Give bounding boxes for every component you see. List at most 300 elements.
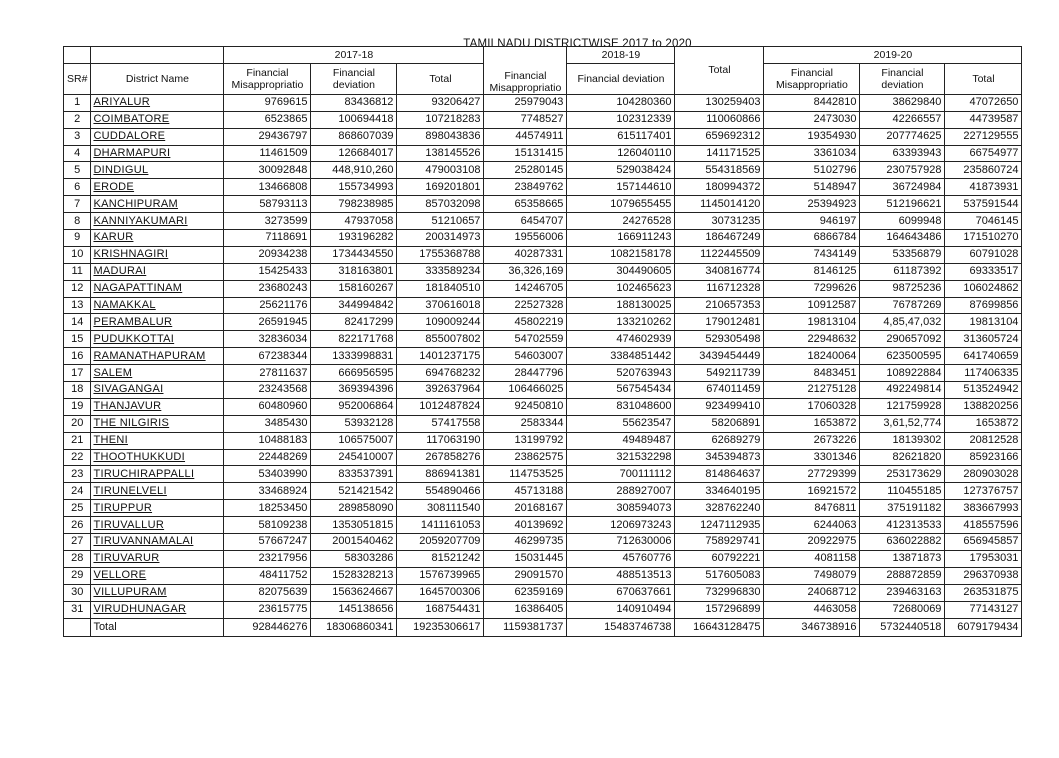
district-name: THENI [93, 434, 128, 447]
table-row [64, 517, 1022, 534]
district-cell [91, 128, 224, 145]
cell-total-2017: 1411161053 [397, 517, 484, 534]
cell-fin-dev-2019: 108922884 [860, 365, 945, 382]
header-sr: SR# [64, 63, 91, 94]
cell-total-2017: 1755368788 [397, 246, 484, 263]
total-total-2018: 16643128475 [675, 618, 764, 636]
cell-total-2018: 210657353 [675, 297, 764, 314]
cell-fin-dev-2017: 952006864 [311, 398, 397, 415]
cell-fin-mis-2018: 62359169 [484, 584, 567, 601]
cell-fin-mis-2019: 3361034 [764, 145, 860, 162]
cell-fin-dev-2018: 615117401 [567, 128, 675, 145]
cell-fin-dev-2017: 106575007 [311, 432, 397, 449]
cell-fin-mis-2019: 6866784 [764, 230, 860, 247]
cell-total-2017: 1576739965 [397, 567, 484, 584]
table-row [64, 550, 1022, 567]
cell-fin-mis-2019: 19813104 [764, 314, 860, 331]
cell-fin-dev-2019: 42266557 [860, 111, 945, 128]
district-name: PERAMBALUR [93, 315, 173, 328]
cell-fin-mis-2017: 58793113 [224, 196, 311, 213]
cell-fin-dev-2018: 304490605 [567, 263, 675, 280]
district-name: CUDDALORE [93, 130, 166, 143]
cell-fin-dev-2019: 36724984 [860, 179, 945, 196]
cell-fin-mis-2019: 25394923 [764, 196, 860, 213]
cell-total-2018: 3439454449 [675, 348, 764, 365]
table-body [64, 94, 1022, 636]
cell-fin-mis-2017: 30092848 [224, 162, 311, 179]
cell-fin-mis-2017: 11461509 [224, 145, 311, 162]
district-cell [91, 415, 224, 432]
cell-fin-mis-2019: 7299626 [764, 280, 860, 297]
cell-fin-mis-2019: 27729399 [764, 466, 860, 483]
cell-fin-dev-2019: 110455185 [860, 483, 945, 500]
cell-fin-dev-2019: 512196621 [860, 196, 945, 213]
cell-fin-dev-2018: 831048600 [567, 398, 675, 415]
district-cell [91, 382, 224, 399]
cell-fin-dev-2017: 1563624667 [311, 584, 397, 601]
cell-fin-mis-2019: 21275128 [764, 382, 860, 399]
cell-fin-dev-2018: 308594073 [567, 500, 675, 517]
district-name: NAMAKKAL [93, 299, 156, 312]
header-fin-dev-2018: Financial deviation [567, 63, 675, 94]
cell-fin-mis-2019: 4463058 [764, 601, 860, 618]
cell-fin-dev-2018: 712630006 [567, 534, 675, 551]
cell-fin-mis-2018: 25280145 [484, 162, 567, 179]
cell-total-2017: 93206427 [397, 94, 484, 111]
cell-total-2017: 107218283 [397, 111, 484, 128]
cell-total-2018: 345394873 [675, 449, 764, 466]
table-row [64, 280, 1022, 297]
cell-fin-mis-2017: 48411752 [224, 567, 311, 584]
cell-fin-mis-2018: 13199792 [484, 432, 567, 449]
cell-total-2018: 554318569 [675, 162, 764, 179]
district-name: NAGAPATTINAM [93, 282, 183, 295]
cell-fin-mis-2017: 3273599 [224, 213, 311, 230]
sr-number: 31 [64, 601, 91, 618]
cell-fin-dev-2019: 412313533 [860, 517, 945, 534]
cell-fin-mis-2019: 5102796 [764, 162, 860, 179]
cell-fin-mis-2019: 5148947 [764, 179, 860, 196]
cell-fin-mis-2017: 15425433 [224, 263, 311, 280]
cell-total-2017: 181840510 [397, 280, 484, 297]
cell-fin-mis-2019: 6244063 [764, 517, 860, 534]
cell-total-2019: 138820256 [945, 398, 1022, 415]
year-header-2018-19: 2018-19 [567, 47, 675, 64]
cell-total-2018: 328762240 [675, 500, 764, 517]
cell-fin-dev-2018: 126040110 [567, 145, 675, 162]
cell-fin-dev-2018: 140910494 [567, 601, 675, 618]
district-cell [91, 584, 224, 601]
table-row [64, 162, 1022, 179]
cell-fin-dev-2017: 666956595 [311, 365, 397, 382]
district-name: RAMANATHAPURAM [93, 349, 206, 362]
cell-fin-mis-2018: 36,326,169 [484, 263, 567, 280]
sr-number: 12 [64, 280, 91, 297]
cell-fin-mis-2017: 32836034 [224, 331, 311, 348]
cell-total-2018: 110060866 [675, 111, 764, 128]
cell-total-2019: 47072650 [945, 94, 1022, 111]
cell-fin-dev-2019: 636022882 [860, 534, 945, 551]
cell-total-2017: 57417558 [397, 415, 484, 432]
cell-fin-mis-2018: 23849762 [484, 179, 567, 196]
cell-fin-dev-2017: 868607039 [311, 128, 397, 145]
cell-total-2018: 1145014120 [675, 196, 764, 213]
cell-total-2018: 180994372 [675, 179, 764, 196]
cell-total-2019: 641740659 [945, 348, 1022, 365]
district-cell [91, 500, 224, 517]
cell-total-2019: 537591544 [945, 196, 1022, 213]
cell-fin-mis-2017: 13466808 [224, 179, 311, 196]
cell-total-2019: 66754977 [945, 145, 1022, 162]
table-row [64, 466, 1022, 483]
cell-fin-dev-2017: 155734993 [311, 179, 397, 196]
district-name: SIVAGANGAI [93, 383, 164, 396]
cell-fin-dev-2018: 104280360 [567, 94, 675, 111]
district-cell [91, 280, 224, 297]
district-name: TIRUVALLUR [93, 518, 165, 531]
cell-fin-dev-2019: 98725236 [860, 280, 945, 297]
total-fin-mis-2019: 346738916 [764, 618, 860, 636]
table-row [64, 263, 1022, 280]
cell-fin-mis-2018: 28447796 [484, 365, 567, 382]
cell-fin-dev-2017: 245410007 [311, 449, 397, 466]
cell-fin-mis-2019: 946197 [764, 213, 860, 230]
cell-fin-mis-2018: 114753525 [484, 466, 567, 483]
sr-number: 30 [64, 584, 91, 601]
cell-total-2017: 1012487824 [397, 398, 484, 415]
cell-total-2018: 732996830 [675, 584, 764, 601]
cell-total-2019: 296370938 [945, 567, 1022, 584]
cell-fin-dev-2017: 47937058 [311, 213, 397, 230]
cell-total-2018: 334640195 [675, 483, 764, 500]
cell-total-2017: 898043836 [397, 128, 484, 145]
header-fin-dev-2019: Financial deviation [860, 63, 945, 94]
total-total-2017: 19235306617 [397, 618, 484, 636]
cell-fin-mis-2018: 7748527 [484, 111, 567, 128]
district-name: ARIYALUR [93, 96, 151, 109]
cell-total-2017: 81521242 [397, 550, 484, 567]
cell-fin-dev-2018: 288927007 [567, 483, 675, 500]
cell-total-2018: 1247112935 [675, 517, 764, 534]
cell-fin-dev-2017: 344994842 [311, 297, 397, 314]
cell-fin-mis-2017: 26591945 [224, 314, 311, 331]
cell-total-2017: 370616018 [397, 297, 484, 314]
cell-fin-dev-2019: 63393943 [860, 145, 945, 162]
cell-fin-mis-2017: 27811637 [224, 365, 311, 382]
document-title: TAMILNADU DISTRICTWISE 2017 to 2020 [463, 38, 692, 50]
cell-fin-mis-2018: 54603007 [484, 348, 567, 365]
table-row [64, 196, 1022, 213]
cell-total-2017: 554890466 [397, 483, 484, 500]
cell-fin-mis-2018: 22527328 [484, 297, 567, 314]
cell-total-2018: 923499410 [675, 398, 764, 415]
sr-number: 16 [64, 348, 91, 365]
cell-total-2018: 30731235 [675, 213, 764, 230]
sr-number: 27 [64, 534, 91, 551]
total-fin-mis-2017: 928446276 [224, 618, 311, 636]
sr-number: 8 [64, 213, 91, 230]
cell-total-2019: 106024862 [945, 280, 1022, 297]
cell-total-2017: 117063190 [397, 432, 484, 449]
table-row [64, 297, 1022, 314]
cell-fin-dev-2019: 290657092 [860, 331, 945, 348]
sr-number: 6 [64, 179, 91, 196]
cell-total-2018: 758929741 [675, 534, 764, 551]
sr-number: 29 [64, 567, 91, 584]
district-cell [91, 348, 224, 365]
sr-number: 13 [64, 297, 91, 314]
cell-fin-mis-2018: 25979043 [484, 94, 567, 111]
cell-fin-dev-2019: 207774625 [860, 128, 945, 145]
sr-number: 21 [64, 432, 91, 449]
cell-fin-dev-2018: 670637661 [567, 584, 675, 601]
cell-fin-mis-2018: 40139692 [484, 517, 567, 534]
cell-total-2018: 116712328 [675, 280, 764, 297]
cell-total-2019: 383667993 [945, 500, 1022, 517]
cell-fin-mis-2019: 22948632 [764, 331, 860, 348]
district-name: KANNIYAKUMARI [93, 214, 188, 227]
sr-number: 2 [64, 111, 91, 128]
header-total-2017: Total [397, 63, 484, 94]
cell-total-2019: 263531875 [945, 584, 1022, 601]
header-fin-mis-2019: Financial Misappropriatio [764, 63, 860, 94]
header-fin-mis-2018: Financial Misappropriatio [484, 47, 567, 95]
cell-total-2019: 19813104 [945, 314, 1022, 331]
cell-total-2018: 814864637 [675, 466, 764, 483]
cell-fin-dev-2018: 24276528 [567, 213, 675, 230]
total-fin-dev-2018: 15483746738 [567, 618, 675, 636]
district-cell [91, 517, 224, 534]
cell-fin-dev-2019: 61187392 [860, 263, 945, 280]
table-row [64, 567, 1022, 584]
cell-fin-dev-2018: 3384851442 [567, 348, 675, 365]
table-row [64, 348, 1022, 365]
cell-fin-dev-2019: 492249814 [860, 382, 945, 399]
cell-fin-dev-2017: 1353051815 [311, 517, 397, 534]
cell-total-2019: 60791028 [945, 246, 1022, 263]
header-total-2018: Total [675, 47, 764, 95]
cell-fin-mis-2018: 2583344 [484, 415, 567, 432]
cell-total-2019: 235860724 [945, 162, 1022, 179]
cell-fin-dev-2019: 53356879 [860, 246, 945, 263]
cell-total-2017: 392637964 [397, 382, 484, 399]
cell-fin-mis-2019: 8442810 [764, 94, 860, 111]
district-cell [91, 230, 224, 247]
cell-fin-dev-2017: 318163801 [311, 263, 397, 280]
district-name: KARUR [93, 231, 134, 244]
cell-total-2017: 109009244 [397, 314, 484, 331]
year-header-2019-20: 2019-20 [764, 47, 1022, 64]
cell-total-2017: 168754431 [397, 601, 484, 618]
sr-number: 28 [64, 550, 91, 567]
table-row [64, 500, 1022, 517]
district-cell [91, 145, 224, 162]
cell-total-2017: 857032098 [397, 196, 484, 213]
cell-fin-dev-2017: 158160267 [311, 280, 397, 297]
cell-fin-dev-2019: 375191182 [860, 500, 945, 517]
cell-total-2019: 227129555 [945, 128, 1022, 145]
cell-fin-mis-2018: 16386405 [484, 601, 567, 618]
district-cell [91, 550, 224, 567]
cell-fin-dev-2017: 53932128 [311, 415, 397, 432]
cell-fin-dev-2017: 369394396 [311, 382, 397, 399]
district-cell [91, 196, 224, 213]
cell-total-2019: 171510270 [945, 230, 1022, 247]
district-name: VIRUDHUNAGAR [93, 603, 187, 616]
cell-fin-dev-2018: 520763943 [567, 365, 675, 382]
cell-fin-dev-2018: 700111112 [567, 466, 675, 483]
district-name: TIRUCHIRAPPALLI [93, 467, 195, 480]
cell-total-2019: 17953031 [945, 550, 1022, 567]
table-row [64, 398, 1022, 415]
district-cell [91, 432, 224, 449]
cell-total-2019: 69333517 [945, 263, 1022, 280]
sr-number: 17 [64, 365, 91, 382]
sr-number: 19 [64, 398, 91, 415]
cell-total-2018: 179012481 [675, 314, 764, 331]
table-row [64, 601, 1022, 618]
total-fin-dev-2017: 18306860341 [311, 618, 397, 636]
district-cell [91, 162, 224, 179]
district-cell [91, 398, 224, 415]
cell-total-2017: 2059207709 [397, 534, 484, 551]
cell-fin-dev-2017: 82417299 [311, 314, 397, 331]
table-row [64, 415, 1022, 432]
district-name: THANJAVUR [93, 400, 162, 413]
cell-total-2019: 77143127 [945, 601, 1022, 618]
cell-fin-mis-2018: 14246705 [484, 280, 567, 297]
year-header-2017-18: 2017-18 [224, 47, 484, 64]
cell-total-2017: 51210657 [397, 213, 484, 230]
cell-fin-dev-2018: 49489487 [567, 432, 675, 449]
table-row [64, 449, 1022, 466]
table-row [64, 213, 1022, 230]
cell-total-2018: 130259403 [675, 94, 764, 111]
cell-fin-mis-2018: 40287331 [484, 246, 567, 263]
district-name: KRISHNAGIRI [93, 248, 169, 261]
cell-fin-mis-2018: 92450810 [484, 398, 567, 415]
district-name: DHARMAPURI [93, 147, 171, 159]
cell-fin-mis-2018: 45802219 [484, 314, 567, 331]
cell-fin-mis-2018: 54702559 [484, 331, 567, 348]
district-name: THOOTHUKKUDI [93, 451, 186, 464]
cell-fin-mis-2017: 7118691 [224, 230, 311, 247]
cell-fin-mis-2019: 2673226 [764, 432, 860, 449]
table-row [64, 179, 1022, 196]
sr-number: 15 [64, 331, 91, 348]
district-name: DINDIGUL [93, 163, 149, 176]
cell-fin-mis-2017: 20934238 [224, 246, 311, 263]
cell-fin-mis-2017: 58109238 [224, 517, 311, 534]
cell-fin-dev-2018: 102312339 [567, 111, 675, 128]
cell-total-2018: 62689279 [675, 432, 764, 449]
cell-fin-mis-2019: 24068712 [764, 584, 860, 601]
cell-fin-mis-2019: 3301346 [764, 449, 860, 466]
table-row [64, 483, 1022, 500]
cell-fin-dev-2017: 448,910,260 [311, 162, 397, 179]
district-name: COIMBATORE [93, 113, 170, 126]
cell-total-2018: 529305498 [675, 331, 764, 348]
cell-fin-mis-2017: 6523865 [224, 111, 311, 128]
district-cell [91, 449, 224, 466]
cell-fin-dev-2017: 798238985 [311, 196, 397, 213]
cell-fin-dev-2019: 230757928 [860, 162, 945, 179]
cell-fin-dev-2018: 166911243 [567, 230, 675, 247]
district-name: SALEM [93, 366, 133, 379]
sr-number: 4 [64, 145, 91, 162]
cell-fin-dev-2018: 1206973243 [567, 517, 675, 534]
cell-fin-dev-2018: 488513513 [567, 567, 675, 584]
cell-fin-mis-2019: 19354930 [764, 128, 860, 145]
district-cell [91, 263, 224, 280]
sr-number: 26 [64, 517, 91, 534]
cell-fin-mis-2019: 2473030 [764, 111, 860, 128]
cell-fin-mis-2019: 8476811 [764, 500, 860, 517]
cell-fin-mis-2019: 17060328 [764, 398, 860, 415]
cell-fin-dev-2019: 13871873 [860, 550, 945, 567]
total-row [64, 618, 1022, 636]
cell-total-2019: 87699856 [945, 297, 1022, 314]
cell-fin-mis-2019: 8146125 [764, 263, 860, 280]
total-fin-dev-2019: 5732440518 [860, 618, 945, 636]
district-cell [91, 246, 224, 263]
cell-total-2018: 549211739 [675, 365, 764, 382]
sr-number: 1 [64, 94, 91, 111]
cell-fin-dev-2018: 321532298 [567, 449, 675, 466]
header-district-name: District Name [91, 63, 224, 94]
total-blank [64, 618, 91, 636]
district-cell [91, 213, 224, 230]
table-row [64, 145, 1022, 162]
cell-fin-mis-2018: 23862575 [484, 449, 567, 466]
table-row [64, 128, 1022, 145]
district-name: TIRUPPUR [93, 501, 153, 514]
cell-fin-mis-2017: 53403990 [224, 466, 311, 483]
cell-fin-mis-2017: 18253450 [224, 500, 311, 517]
cell-total-2018: 60792221 [675, 550, 764, 567]
cell-total-2019: 313605724 [945, 331, 1022, 348]
cell-total-2019: 117406335 [945, 365, 1022, 382]
cell-fin-dev-2018: 45760776 [567, 550, 675, 567]
cell-fin-dev-2017: 58303286 [311, 550, 397, 567]
cell-total-2017: 479003108 [397, 162, 484, 179]
cell-fin-mis-2017: 60480960 [224, 398, 311, 415]
header-fin-dev-2017: Financial deviation [311, 63, 397, 94]
cell-total-2019: 41873931 [945, 179, 1022, 196]
cell-fin-mis-2018: 44574911 [484, 128, 567, 145]
cell-fin-mis-2017: 23243568 [224, 382, 311, 399]
cell-fin-mis-2017: 9769615 [224, 94, 311, 111]
cell-total-2017: 267858276 [397, 449, 484, 466]
cell-fin-dev-2017: 1734434550 [311, 246, 397, 263]
cell-fin-dev-2017: 521421542 [311, 483, 397, 500]
district-cell [91, 314, 224, 331]
cell-fin-mis-2019: 7498079 [764, 567, 860, 584]
cell-fin-mis-2018: 106466025 [484, 382, 567, 399]
cell-total-2017: 1401237175 [397, 348, 484, 365]
cell-fin-dev-2019: 164643486 [860, 230, 945, 247]
cell-fin-mis-2019: 16921572 [764, 483, 860, 500]
cell-total-2019: 127376757 [945, 483, 1022, 500]
cell-fin-dev-2019: 38629840 [860, 94, 945, 111]
cell-fin-dev-2019: 288872859 [860, 567, 945, 584]
cell-total-2019: 1653872 [945, 415, 1022, 432]
table-row [64, 246, 1022, 263]
table-row [64, 230, 1022, 247]
cell-fin-dev-2017: 145138656 [311, 601, 397, 618]
table-row [64, 94, 1022, 111]
district-cell [91, 94, 224, 111]
